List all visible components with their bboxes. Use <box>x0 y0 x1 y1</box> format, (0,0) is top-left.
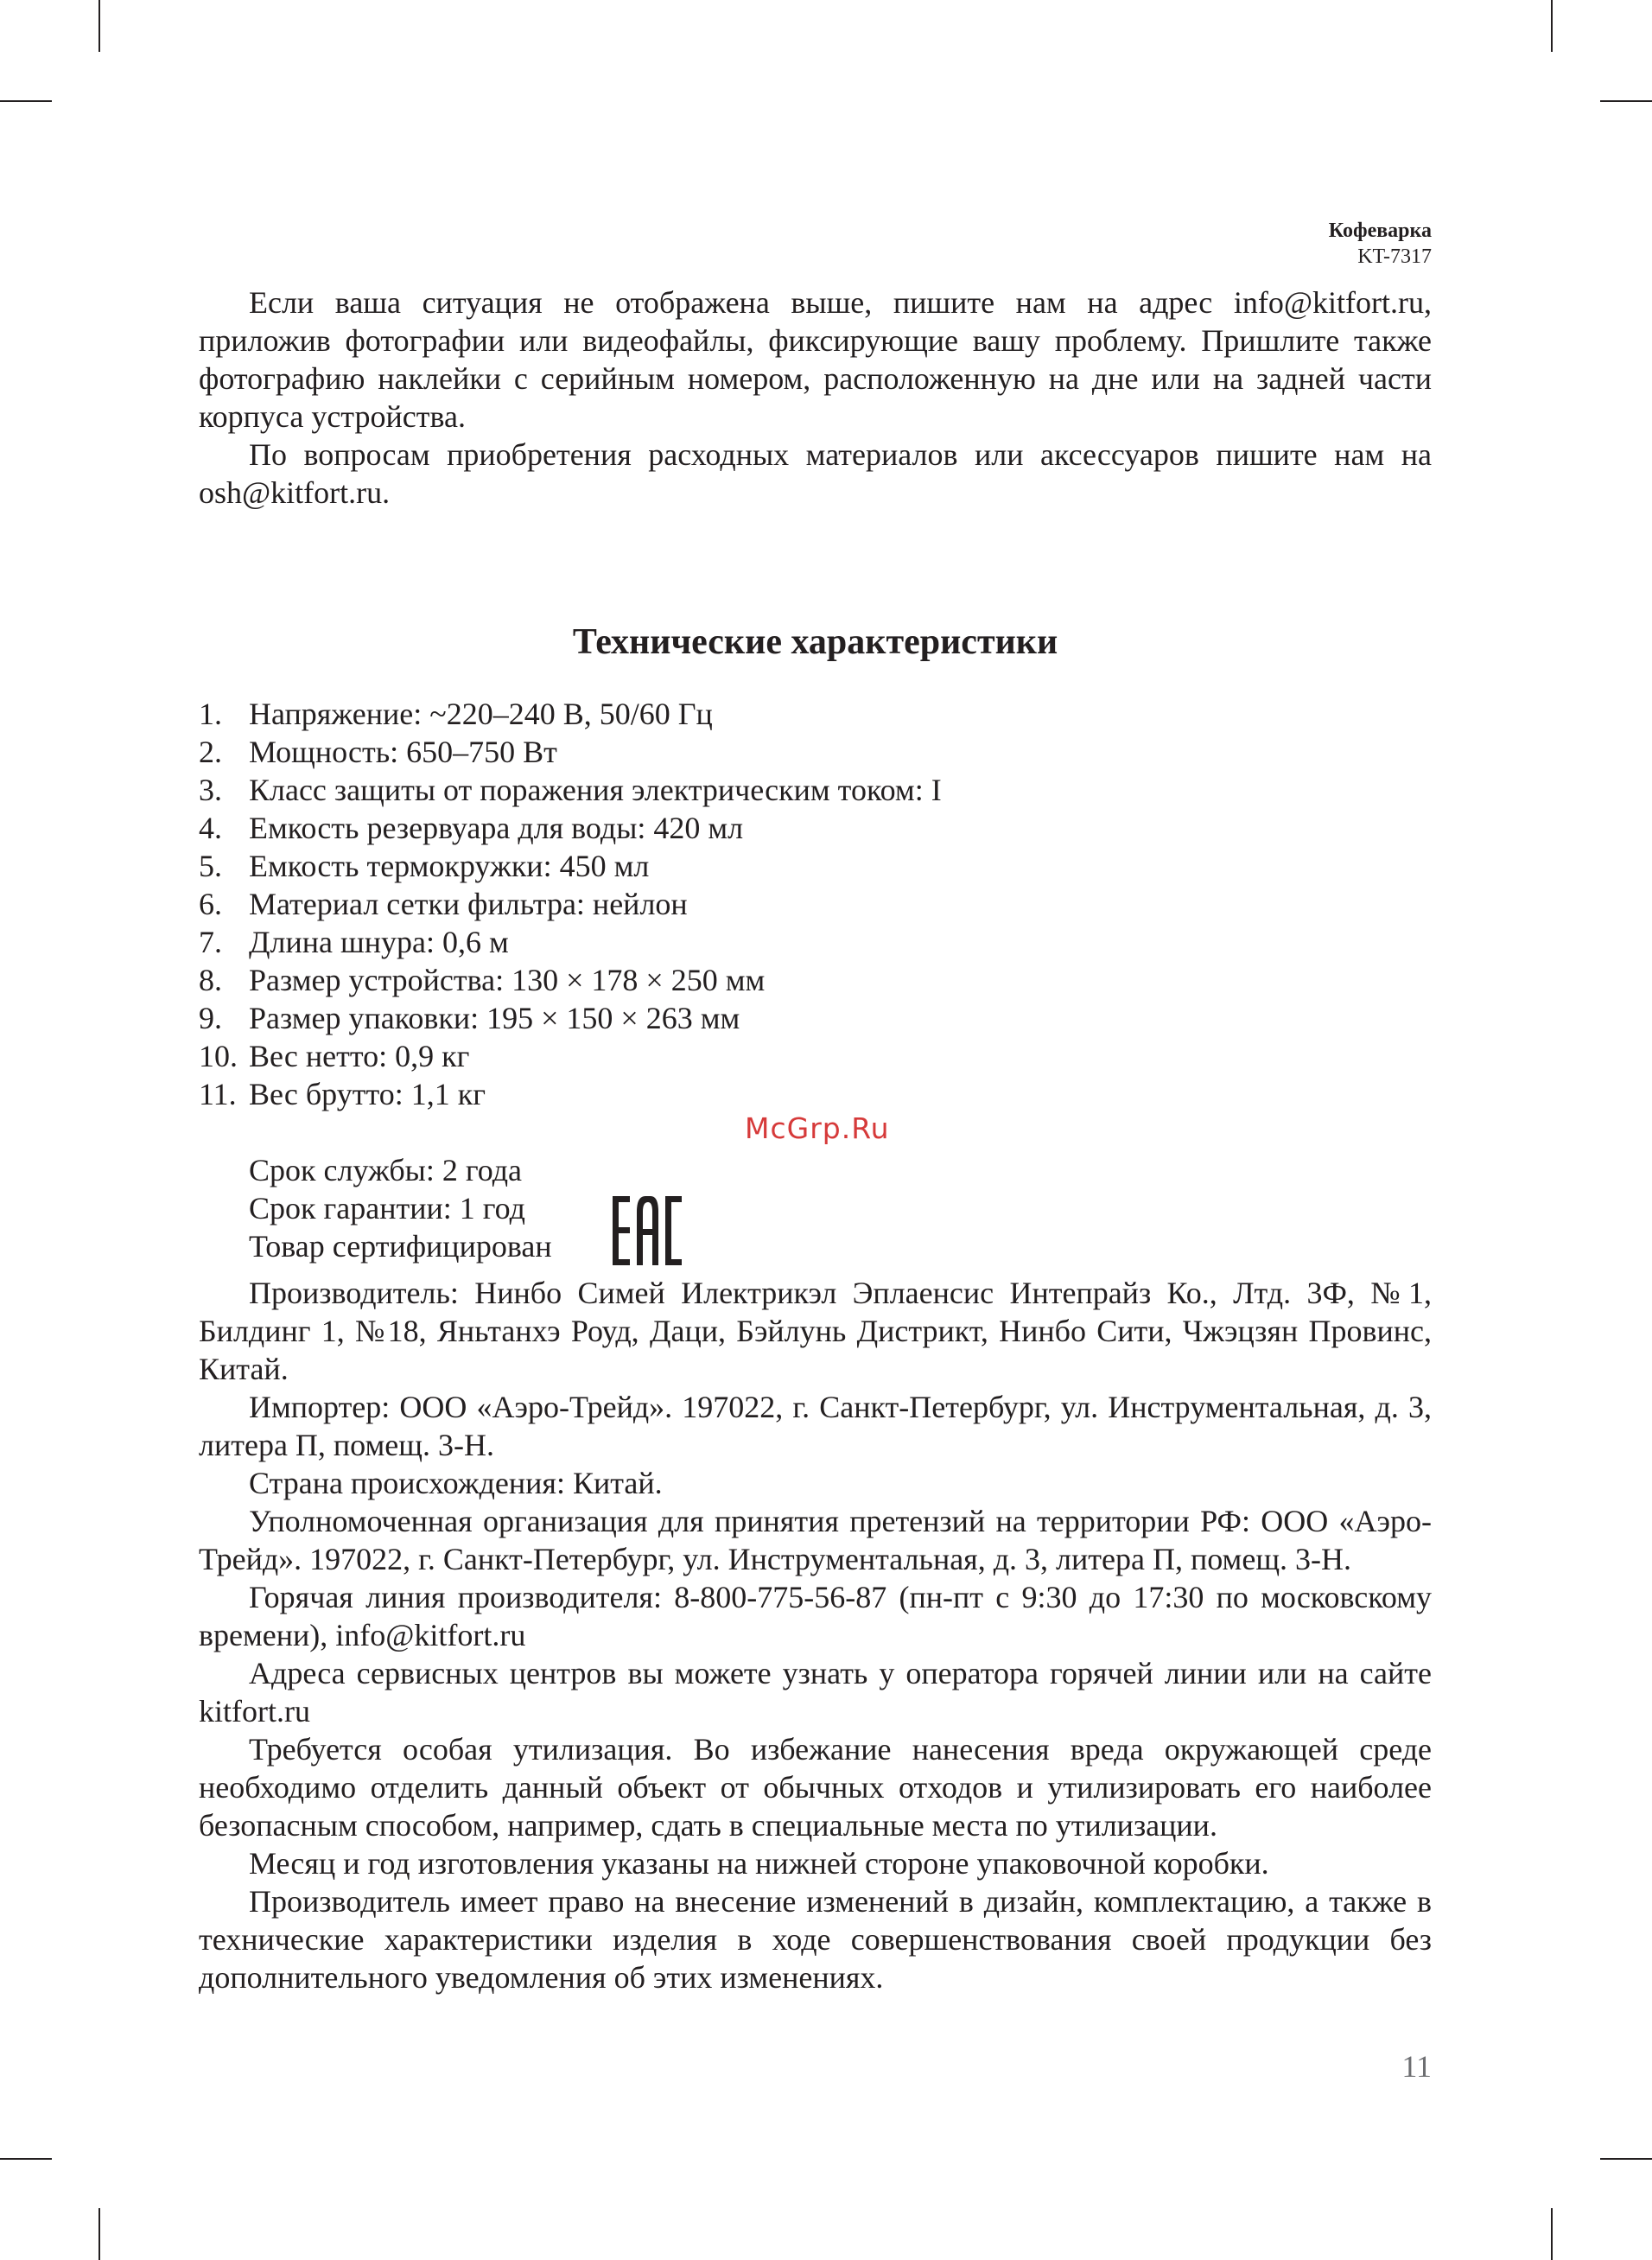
crop-mark-top-left <box>98 0 100 52</box>
authorized-organization: Уполномоченная организация для принятия претензий на территории РФ: ООО «Аэро-Трейд». 197022, г. Санкт-Петербург, ул. Инструментальная, д. 3, литера П, помещ. 3-Н. <box>199 1504 1432 1576</box>
spec-item: 7. Длина шнура: 0,6 м <box>199 925 509 959</box>
spec-item: 5. Емкость термокружки: 450 мл <box>199 849 650 883</box>
spec-item: 8. Размер устройства: 130 × 178 × 250 мм <box>199 963 766 997</box>
warranty: Срок гарантии: 1 год <box>249 1191 525 1225</box>
spec-item: 3. Класс защиты от поражения электрическим током: I <box>199 773 942 807</box>
certification-line <box>199 1227 1432 1274</box>
spec-item: 9. Размер упаковки: 195 × 150 × 263 мм <box>199 1001 740 1035</box>
spec-item: 11. Вес брутто: 1,1 кг <box>199 1077 486 1111</box>
intro-paragraph: По вопросам приобретения расходных материалов или аксессуаров пишите нам на osh@kitfort.ru. <box>199 437 1432 510</box>
header-model: KT-7317 <box>1357 245 1432 268</box>
specs-list <box>199 695 1432 1113</box>
hotline: Горячая линия производителя: 8-800-775-56-87 (пн-пт с 9:30 до 17:30 по московскому времени), info@kitfort.ru <box>199 1580 1432 1652</box>
watermark: McGrp.Ru <box>745 1111 890 1145</box>
manufacture-date-notice: Месяц и год изготовления указаны на нижней стороне упаковочной коробки. <box>249 1846 1269 1881</box>
crop-mark-right-bottom <box>1600 2158 1652 2160</box>
running-header <box>1329 218 1432 270</box>
header-title: Кофеварка <box>1328 220 1432 242</box>
page-number: 11 <box>1401 2049 1432 2084</box>
spec-item: 6. Материал сетки фильтра: нейлон <box>199 887 688 921</box>
crop-mark-right-top <box>1600 100 1652 102</box>
importer: Импортер: ООО «Аэро-Трейд». 197022, г. Санкт-Петербург, ул. Инструментальная, д. 3, литера П, помещ. 3-Н. <box>199 1390 1432 1462</box>
crop-mark-left-bottom <box>0 2158 52 2160</box>
section-title: Технические характеристики <box>572 622 1058 662</box>
service-centers: Адреса сервисных центров вы можете узнать у оператора горячей линии или на сайте kitfort.ru <box>199 1656 1432 1728</box>
crop-mark-bottom-left <box>98 2208 100 2260</box>
changes-notice: Производитель имеет право на внесение изменений в дизайн, комплектацию, а также в технические характеристики изделия в ходе совершенствования своей продукции без дополнительного уведомления об этих изменениях. <box>199 1884 1432 1995</box>
spec-item: 2. Мощность: 650–750 Вт <box>199 735 557 769</box>
crop-mark-left-top <box>0 100 52 102</box>
spec-item: 10. Вес нетто: 0,9 кг <box>199 1039 470 1073</box>
spec-item: 4. Емкость резервуара для воды: 420 мл <box>199 811 744 845</box>
eac-mark-icon <box>562 1196 682 1274</box>
crop-mark-top-right <box>1551 0 1553 52</box>
intro-paragraph: Если ваша ситуация не отображена выше, пишите нам на адрес info@kitfort.ru, приложив фотографии или видеофайлы, фиксирующие вашу проблему. Пришлите также фотографию наклейки с серийным номером, расположенную на дне или на задней части корпуса устройства. <box>199 285 1432 434</box>
disposal-notice: Требуется особая утилизация. Во избежание нанесения вреда окружающей среде необходимо отделить данный объект от обычных отходов и утилизировать его наиболее безопасным способом, например, сдать в специальные места по утилизации. <box>199 1732 1432 1843</box>
country-of-origin: Страна происхождения: Китай. <box>249 1466 663 1500</box>
manufacturer: Производитель: Нинбо Симей Илектрикэл Эплаенсис Интепрайз Ко., Лтд. 3Ф, №1, Билдинг 1, №18, Яньтанхэ Роуд, Даци, Бэйлунь Дистрикт, Нинбо Сити, Чжэцзян Провинс, Китай. <box>199 1276 1432 1386</box>
certified-text: Товар сертифицирован <box>249 1229 552 1264</box>
crop-mark-bottom-right <box>1551 2208 1553 2260</box>
spec-item: 1. Напряжение: ~220–240 В, 50/60 Гц <box>199 697 713 731</box>
service-life: Срок службы: 2 года <box>249 1153 523 1187</box>
